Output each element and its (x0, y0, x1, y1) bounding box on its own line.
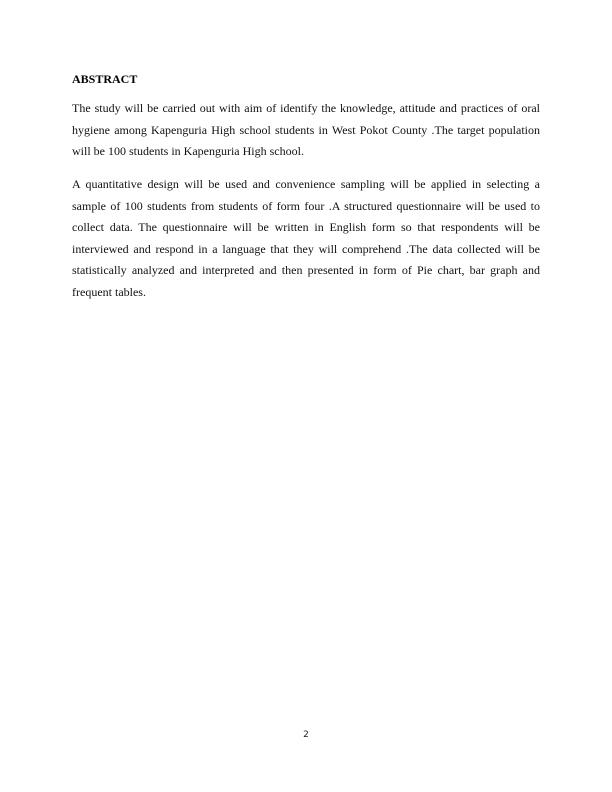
page-number: 2 (303, 730, 309, 740)
abstract-paragraph-2: A quantitative design will be used and convenience sampling will be applied in selecting a sample of 100 students from students of form four .A structured questionnaire will be used to collect data. The questionnaire will be written in English form so that respondents will be interviewed and respond in a language that they will comprehend .The data collected will be statistically analyzed and interpreted and then presented in form of Pie chart, bar graph and frequent tables. (72, 177, 540, 299)
abstract-paragraph-1: The study will be carried out with aim of identify the knowledge, attitude and practices of oral hygiene among Kapenguria High school students in West Pokot County .The target population will be 100 students in Kapenguria High school. (72, 101, 540, 158)
abstract-heading: ABSTRACT (72, 72, 138, 86)
